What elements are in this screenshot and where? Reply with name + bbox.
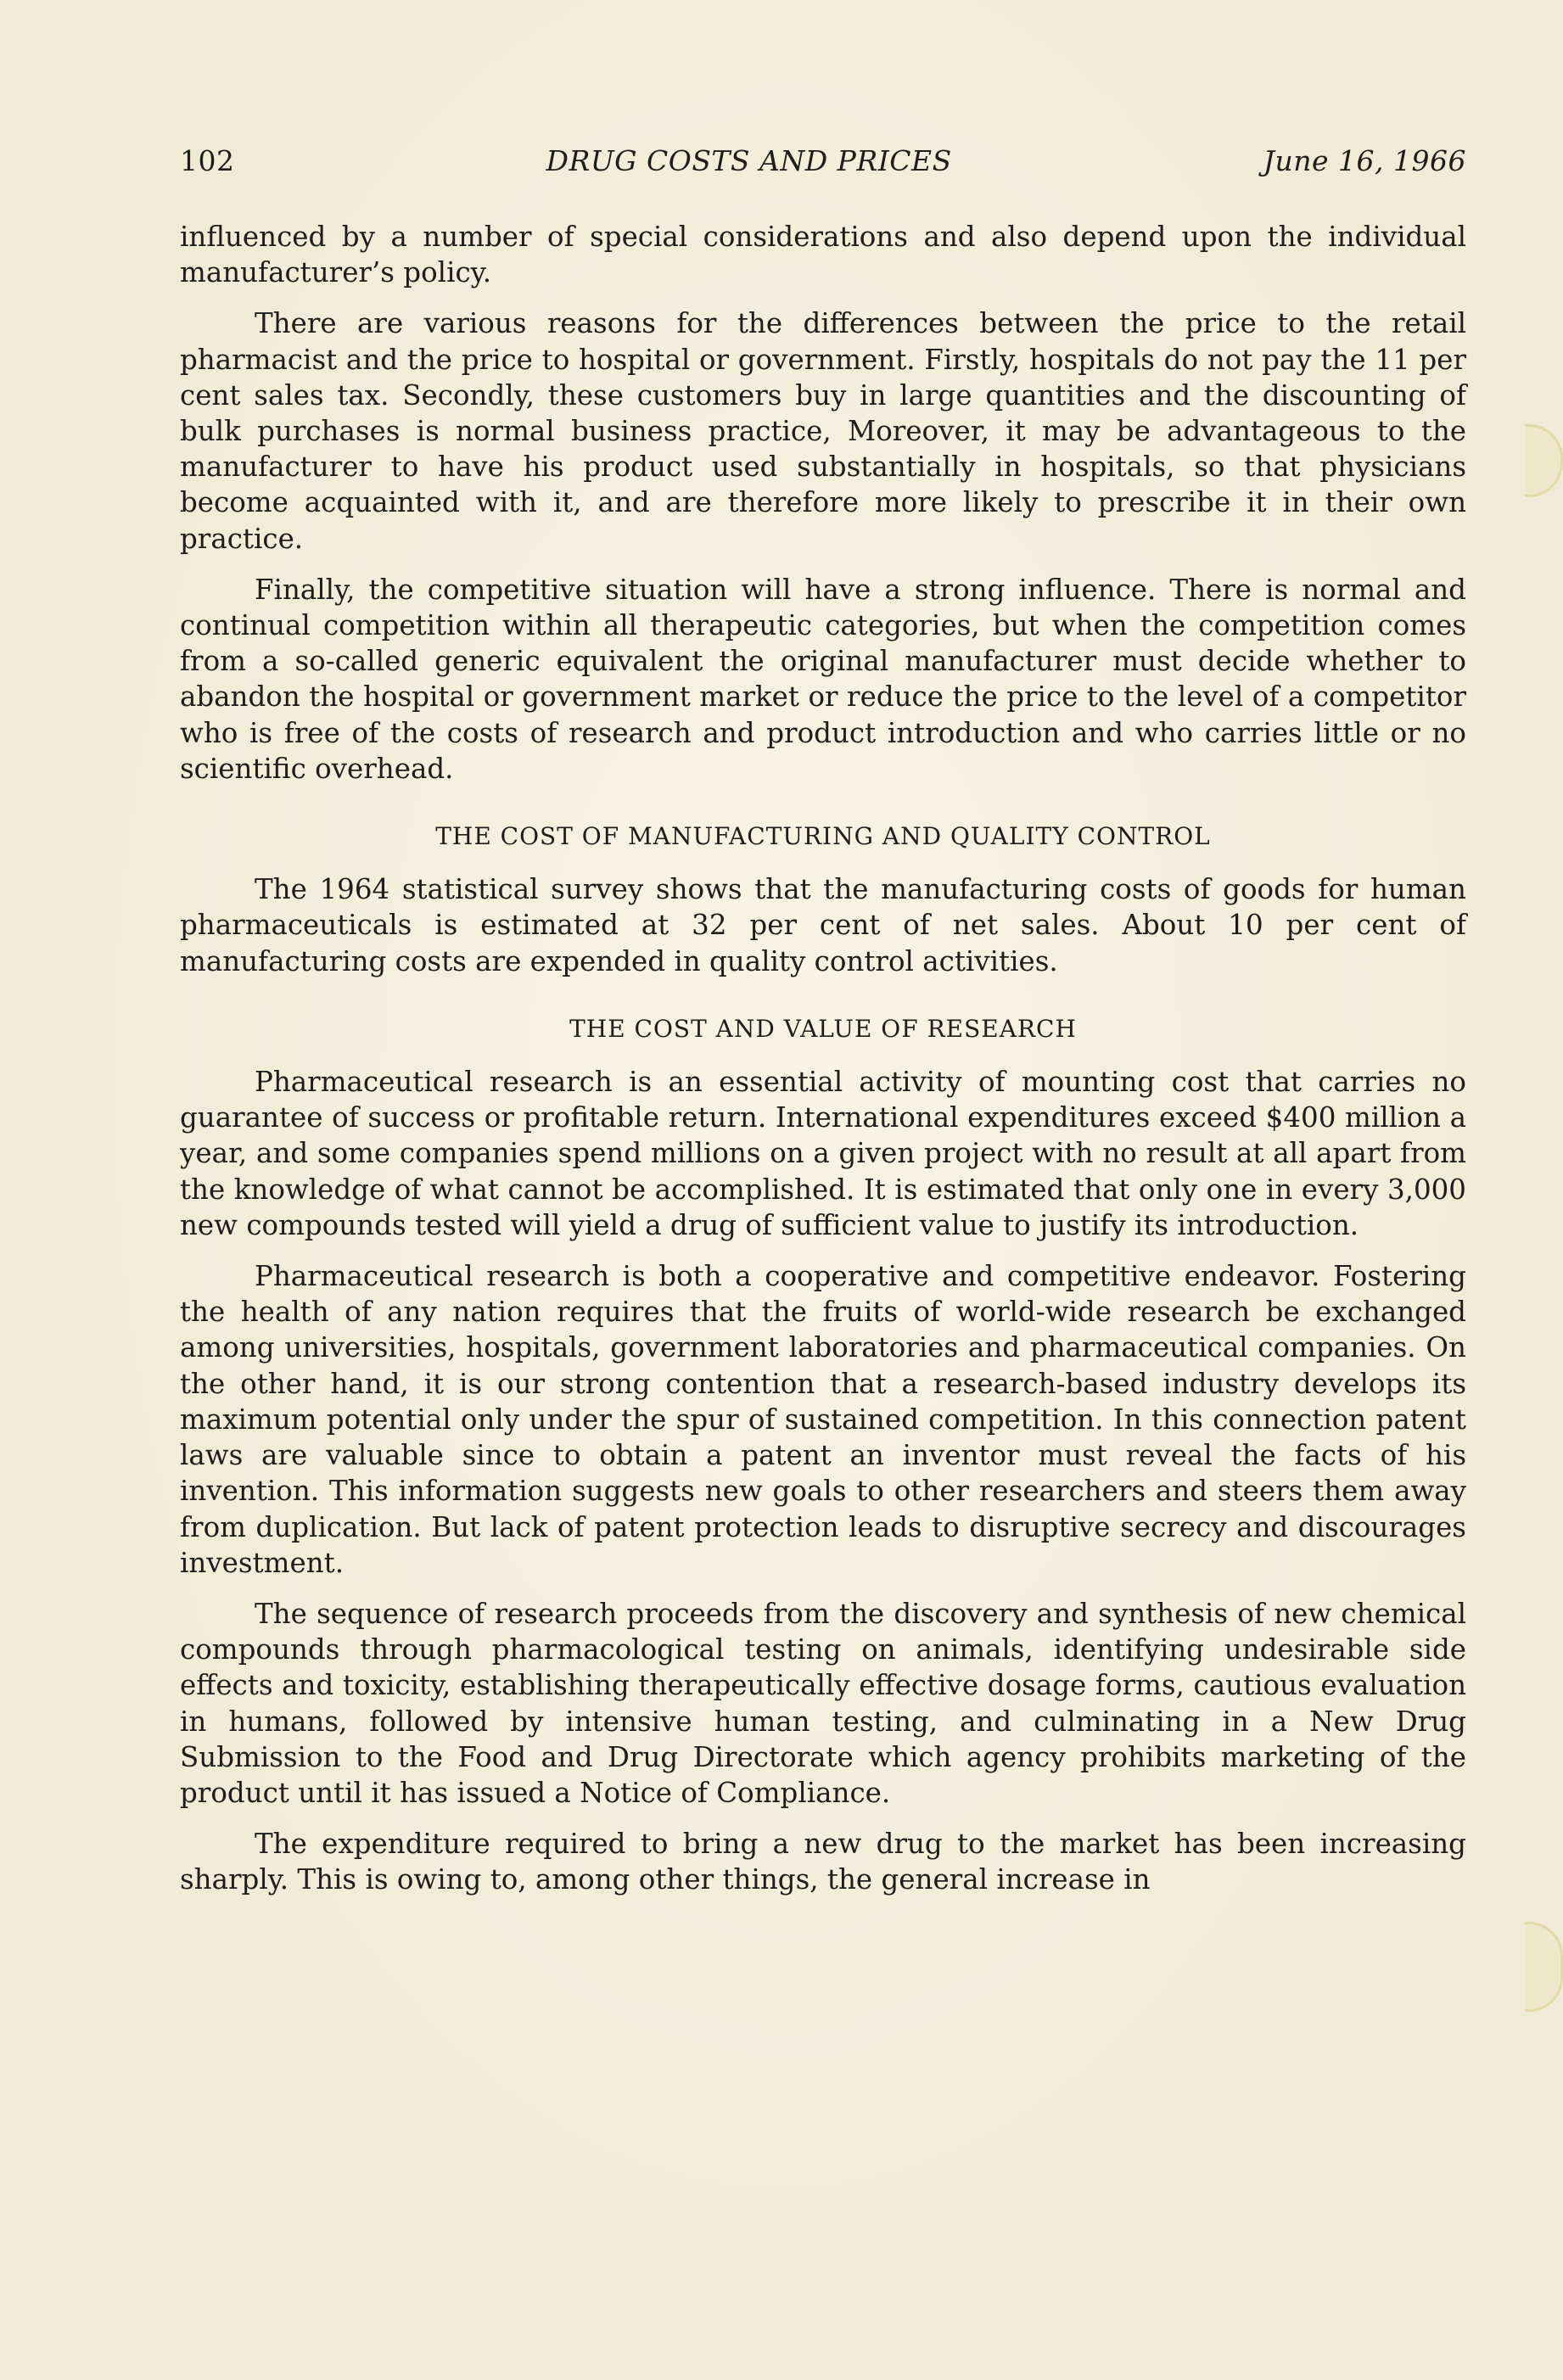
running-date: June 16, 1966 — [1263, 144, 1466, 177]
paragraph: The sequence of research proceeds from the discovery and synthesis of new chemical compounds through pharmacological testing on animals, identifying undesirable side effects and toxicity, establishing therapeutically effective dosage forms, cautious evaluation in humans, followed by intensive human testing, and culminating in a New Drug Submission to the Food and Drug Directorate which agency prohibits marketing of the product until it has issued a Notice of Compliance. — [180, 1597, 1466, 1809]
body-text — [180, 219, 1466, 1898]
paragraph: Pharmaceutical research is both a cooperative and competitive endeavor. Fostering the health of any nation requires that the fruits of world-wide research be exchanged among universities, hospitals, government laboratories and pharmaceutical companies. On the other hand, it is our strong contention that a research-based industry develops its maximum potential only under the spur of sustained competition. In this connection patent laws are valuable since to obtain a patent an inventor must reveal the facts of his invention. This information suggests new goals to other researchers and steers them away from duplication. But lack of patent protection leads to disruptive secrecy and discourages investment. — [180, 1260, 1466, 1579]
paragraph: influenced by a number of special considerations and also depend upon the individual manufacturer’s policy. — [180, 221, 1466, 289]
paper-clip-mark — [1525, 424, 1563, 497]
page-number: 102 — [180, 144, 235, 177]
running-header — [180, 144, 1466, 185]
section-heading: THE COST AND VALUE OF RESEARCH — [569, 1014, 1077, 1043]
paragraph: Finally, the competitive situation will have a strong influence. There is normal and continual competition within all therapeutic categories, but when the competition comes from a so-called generic equivalent the original manufacturer must decide whether to abandon the hospital or government market or reduce the price to the level of a competitor who is free of the costs of research and product introduction and who carries little or no scientific overhead. — [180, 573, 1466, 785]
section-heading: THE COST OF MANUFACTURING AND QUALITY CONTROL — [435, 822, 1211, 851]
running-title: DRUG COSTS AND PRICES — [546, 144, 952, 177]
page-content — [180, 144, 1466, 1913]
paragraph: The 1964 statistical survey shows that the manufacturing costs of goods for human pharmaceuticals is estimated at 32 per cent of net sales. About 10 per cent of manufacturing costs are expended in quality control activities. — [180, 873, 1466, 977]
paragraph: The expenditure required to bring a new drug to the market has been increasing sharply. This is owing to, among other things, the general increase in — [180, 1828, 1466, 1896]
paragraph: There are various reasons for the differences between the price to the retail pharmacist and the price to hospital or government. Firstly, hospitals do not pay the 11 per cent sales tax. Secondly, these customers buy in large quantities and the discounting of bulk purchases is normal business practice, Moreover, it may be advantageous to the manufacturer to have his product used substantially in hospitals, so that physicians become acquainted with it, and are therefore more likely to prescribe it in their own practice. — [180, 307, 1466, 555]
paragraph: Pharmaceutical research is an essential activity of mounting cost that carries no guarantee of success or profitable return. International expenditures exceed $400 million a year, and some companies spend millions on a given project with no result at all apart from the knowledge of what cannot be accomplished. It is estimated that only one in every 3,000 new compounds tested will yield a drug of sufficient value to justify its introduction. — [180, 1066, 1466, 1241]
paper-clip-mark — [1525, 1922, 1563, 2012]
